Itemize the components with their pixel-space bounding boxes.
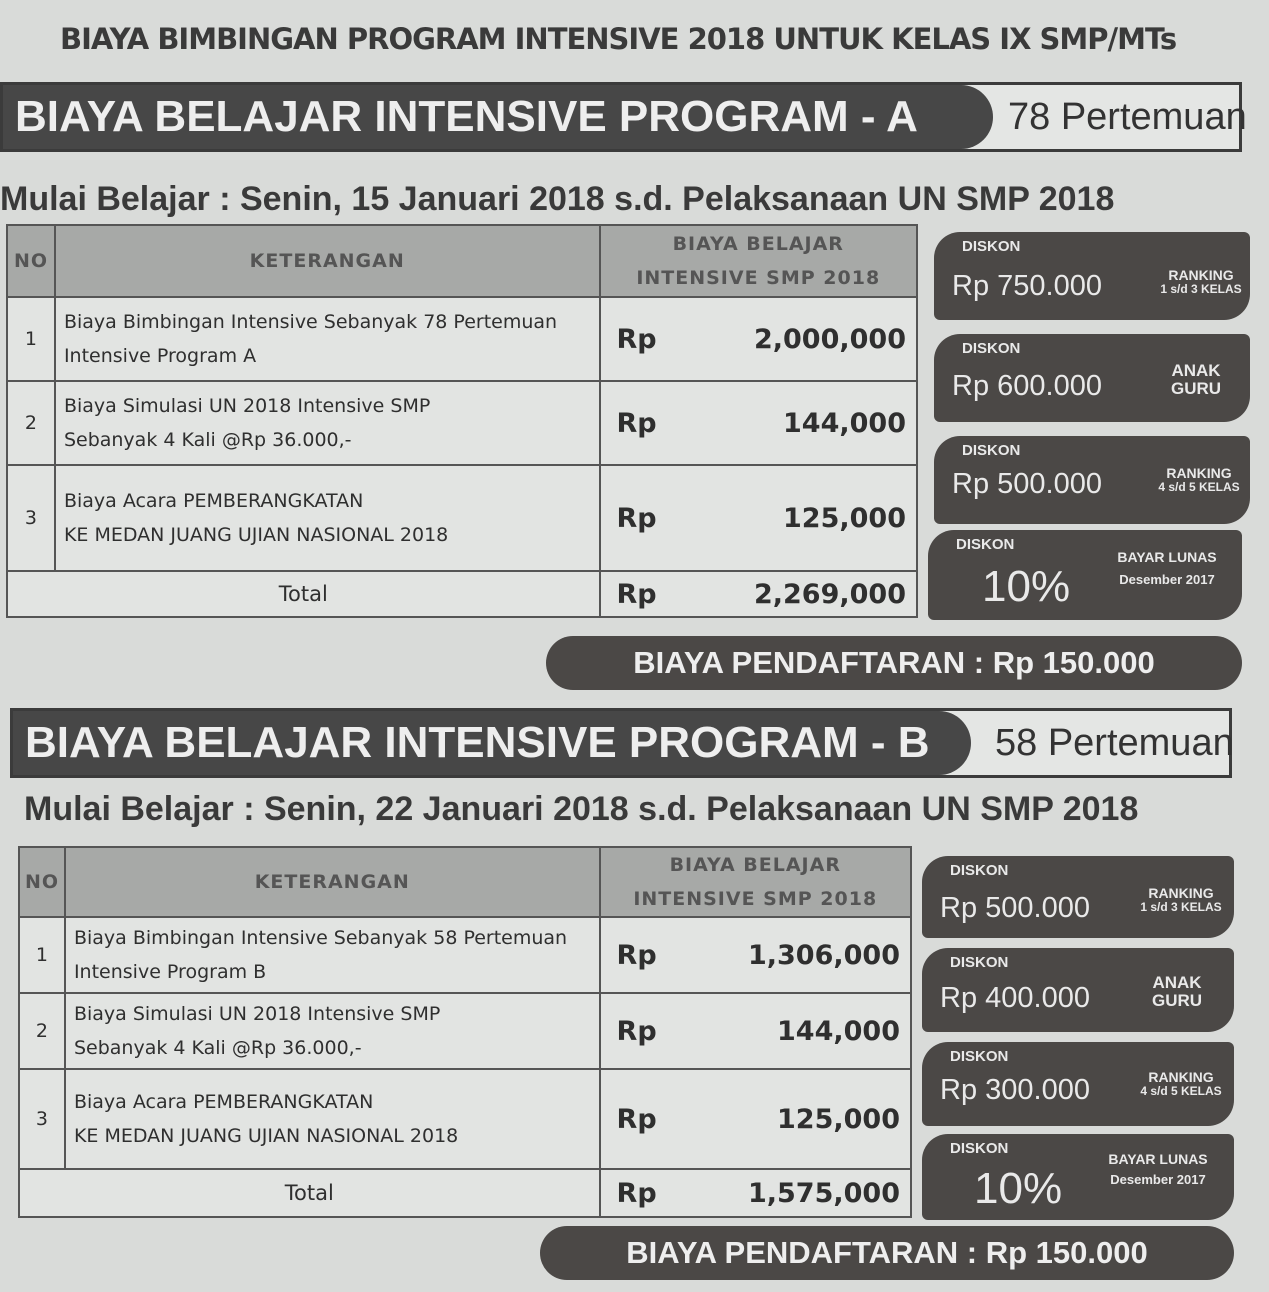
row-description: Biaya Bimbingan Intensive Sebanyak 58 Pertemuan Intensive Program B [65,917,600,993]
header-no: NO [19,847,65,917]
program-a-registration-fee: BIAYA PENDAFTARAN : Rp 150.000 [546,636,1242,690]
discount-badge: DISKON Rp 300.000 RANKING 4 s/d 5 KELAS [922,1042,1234,1126]
page-title: BIAYA BIMBINGAN PROGRAM INTENSIVE 2018 UNTUK KELAS IX SMP/MTs [60,22,1177,56]
header-no: NO [7,225,55,297]
total-amount: Rp 2,269,000 [600,571,917,617]
header-biaya: BIAYA BELAJAR INTENSIVE SMP 2018 [600,847,911,917]
discount-badge: DISKON Rp 500.000 RANKING 4 s/d 5 KELAS [934,436,1250,524]
row-amount: Rp 144,000 [600,381,917,465]
table-row [7,297,917,381]
row-description: Biaya Acara PEMBERANGKATAN KE MEDAN JUANG UJIAN NASIONAL 2018 [65,1069,600,1169]
row-amount: Rp 2,000,000 [600,297,917,381]
header-keterangan: KETERANGAN [65,847,600,917]
table-header-row [7,225,917,297]
discount-badge: DISKON Rp 600.000 ANAK GURU [934,334,1250,422]
discount-badge: DISKON Rp 750.000 RANKING 1 s/d 3 KELAS [934,232,1250,320]
program-b-schedule: Mulai Belajar : Senin, 22 Januari 2018 s.d. Pelaksanaan UN SMP 2018 [24,790,1139,828]
row-amount: Rp 125,000 [600,1069,911,1169]
total-amount: Rp 1,575,000 [600,1169,911,1217]
total-label: Total [19,1169,600,1217]
table-row [7,381,917,465]
row-amount: Rp 125,000 [600,465,917,571]
row-description: Biaya Acara PEMBERANGKATAN KE MEDAN JUANG UJIAN NASIONAL 2018 [55,465,600,571]
table-row [19,1069,911,1169]
table-row [19,993,911,1069]
program-a-title: BIAYA BELAJAR INTENSIVE PROGRAM - A [3,85,993,149]
program-b-banner [10,708,1232,778]
program-a-sessions: 78 Pertemuan [1008,96,1247,138]
row-no: 2 [19,993,65,1069]
discount-badge: DISKON Rp 400.000 ANAK GURU [922,948,1234,1032]
table-row [19,917,911,993]
row-description: Biaya Simulasi UN 2018 Intensive SMP Sebanyak 4 Kali @Rp 36.000,- [65,993,600,1069]
table-header-row [19,847,911,917]
total-label: Total [7,571,600,617]
row-amount: Rp 1,306,000 [600,917,911,993]
program-a-schedule: Mulai Belajar : Senin, 15 Januari 2018 s.d. Pelaksanaan UN SMP 2018 [0,180,1115,218]
program-b-registration-fee: BIAYA PENDAFTARAN : Rp 150.000 [540,1226,1234,1280]
discount-badge: DISKON 10% BAYAR LUNAS Desember 2017 [922,1134,1234,1220]
row-description: Biaya Simulasi UN 2018 Intensive SMP Sebanyak 4 Kali @Rp 36.000,- [55,381,600,465]
table-total-row [19,1169,911,1217]
header-biaya: BIAYA BELAJAR INTENSIVE SMP 2018 [600,225,917,297]
program-a-banner [0,82,1247,152]
row-no: 2 [7,381,55,465]
program-b-title: BIAYA BELAJAR INTENSIVE PROGRAM - B [13,711,971,775]
row-no: 1 [7,297,55,381]
row-no: 3 [7,465,55,571]
program-a-fee-table [6,224,918,618]
header-keterangan: KETERANGAN [55,225,600,297]
row-no: 3 [19,1069,65,1169]
row-description: Biaya Bimbingan Intensive Sebanyak 78 Pertemuan Intensive Program A [55,297,600,381]
row-amount: Rp 144,000 [600,993,911,1069]
program-b-sessions: 58 Pertemuan [995,722,1234,764]
table-row [7,465,917,571]
table-total-row [7,571,917,617]
row-no: 1 [19,917,65,993]
program-b-fee-table [18,846,912,1218]
discount-badge: DISKON Rp 500.000 RANKING 1 s/d 3 KELAS [922,856,1234,938]
discount-badge: DISKON 10% BAYAR LUNAS Desember 2017 [928,530,1242,620]
